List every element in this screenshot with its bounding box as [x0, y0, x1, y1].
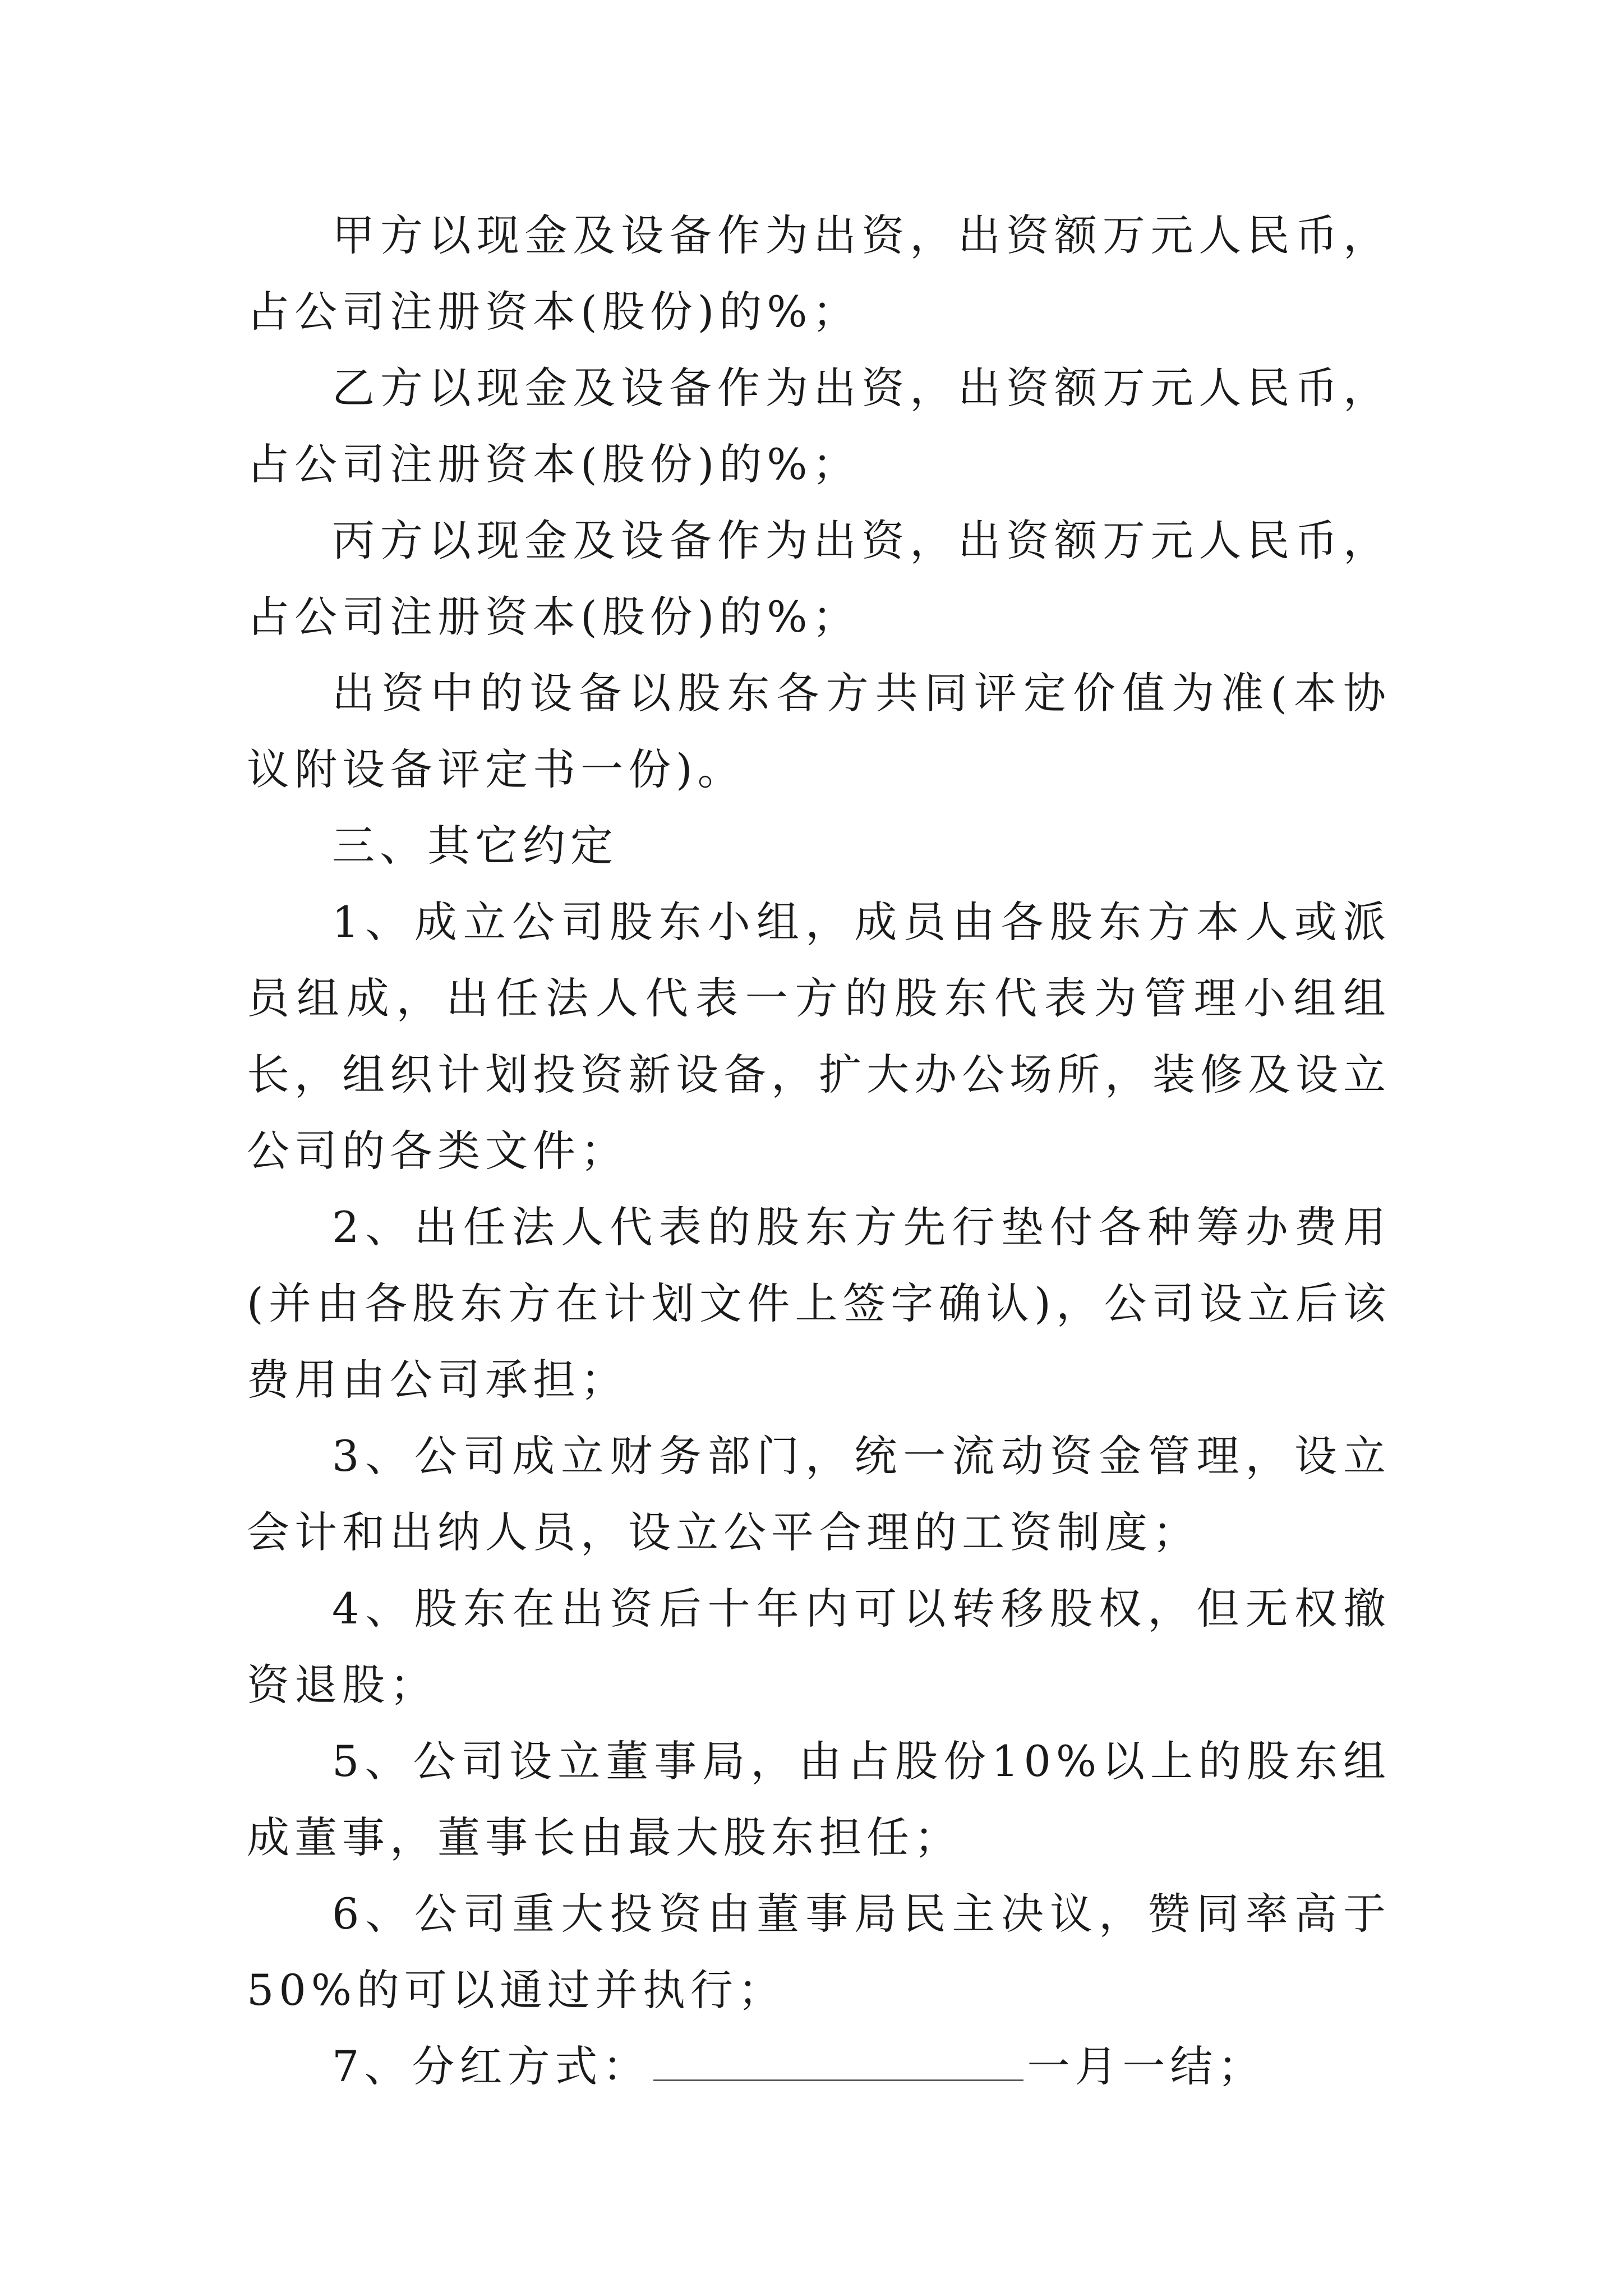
clause-7-prefix: 7、分红方式： — [332, 2041, 651, 2091]
clause-4: 4、股东在出资后十年内可以转移股权，但无权撤资退股； — [247, 1584, 1391, 1710]
paragraph-party-b-contribution: 乙方以现金及设备作为出资，出资额万元人民币，占公司注册资本(股份)的%； — [247, 363, 1391, 489]
clause-6: 6、公司重大投资由董事局民主决议，赞同率高于50%的可以通过并执行； — [247, 1889, 1391, 2015]
section-heading-other-agreements: 三、其它约定 — [332, 821, 618, 871]
clause-5: 5、公司设立董事局，由占股份10%以上的股东组成董事，董事长由最大股东担任； — [247, 1736, 1391, 1862]
paragraph-equipment-valuation: 出资中的设备以股东各方共同评定价值为准(本协议附设备评定书一份)。 — [247, 668, 1391, 794]
paragraph-party-c-contribution: 丙方以现金及设备作为出资，出资额万元人民币，占公司注册资本(股份)的%； — [247, 516, 1391, 642]
clause-3: 3、公司成立财务部门，统一流动资金管理，设立会计和出纳人员，设立公平合理的工资制度； — [247, 1431, 1391, 1557]
clause-2: 2、出任法人代表的股东方先行垫付各种筹办费用(并由各股东方在计划文件上签字确认)，公司设立后该费用由公司承担； — [247, 1202, 1391, 1405]
clause-7 — [247, 2028, 1391, 2105]
paragraph-party-a-contribution: 甲方以现金及设备作为出资，出资额万元人民币，占公司注册资本(股份)的%； — [247, 210, 1391, 337]
dividend-method-blank — [653, 2046, 1023, 2081]
clause-7-suffix: 一月一结； — [1027, 2041, 1266, 2091]
clause-1: 1、成立公司股东小组，成员由各股东方本人或派员组成，出任法人代表一方的股东代表为管理小组组长，组织计划投资新设备，扩大办公场所，装修及设立公司的各类文件； — [247, 897, 1391, 1176]
document-body — [247, 197, 1391, 2105]
